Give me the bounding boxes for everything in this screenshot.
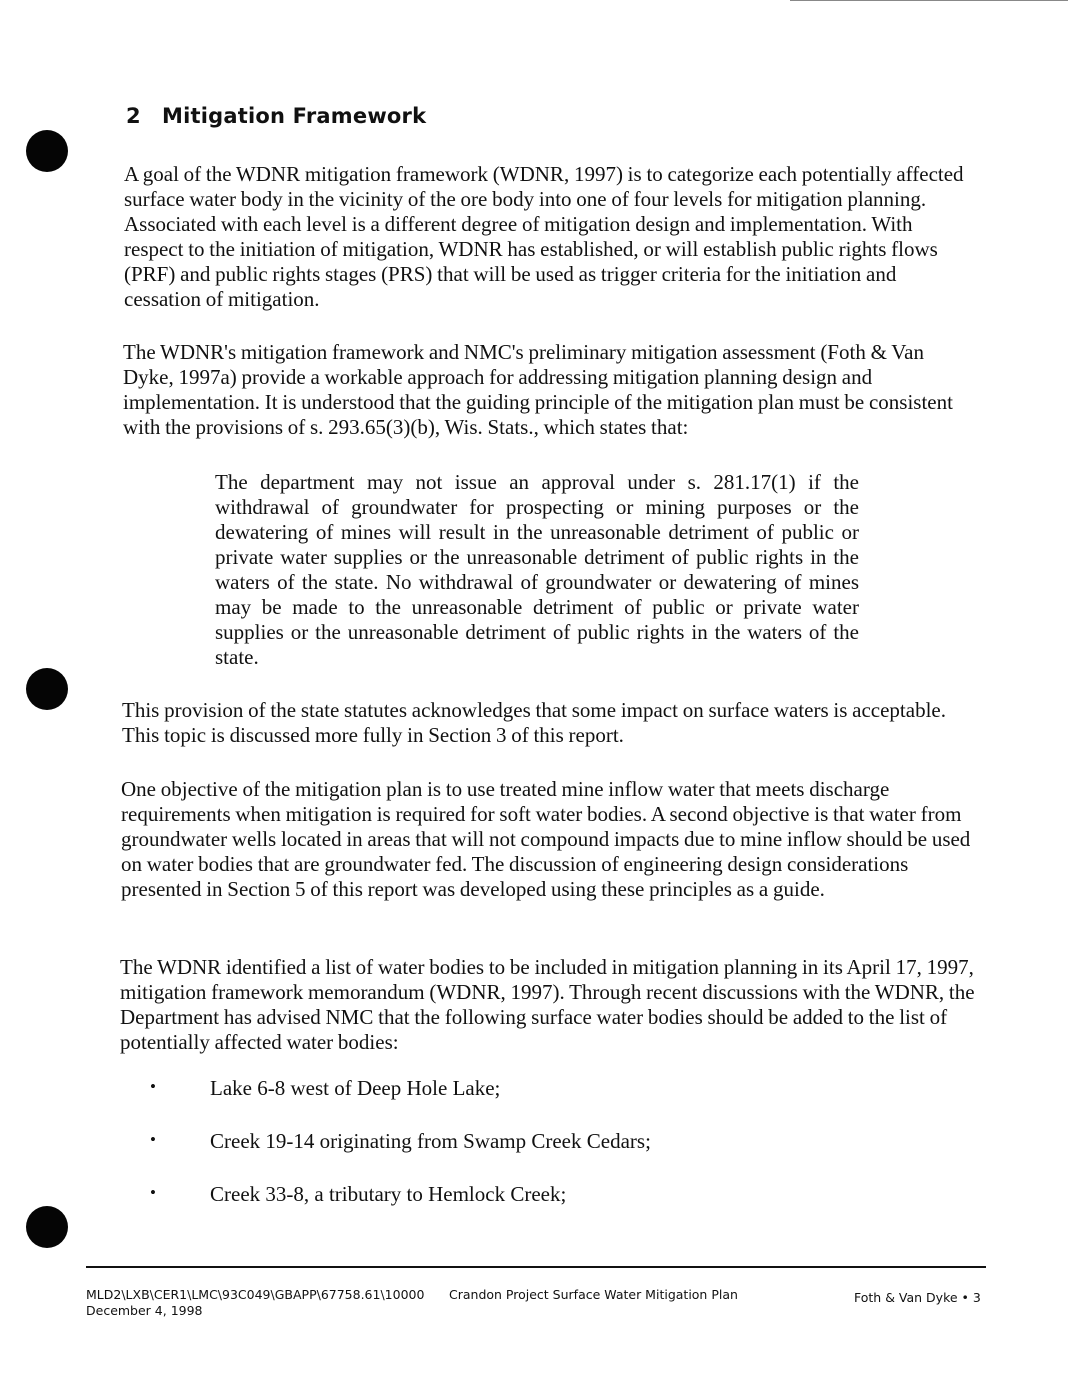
list-item-text: Lake 6-8 west of Deep Hole Lake; <box>210 1076 501 1100</box>
footer-page-number: Foth & Van Dyke • 3 <box>854 1290 981 1305</box>
section-title: Mitigation Framework <box>162 104 427 128</box>
footer-document-title: Crandon Project Surface Water Mitigation Plan <box>449 1287 738 1302</box>
paragraph-goal: A goal of the WDNR mitigation framework (WDNR, 1997) is to categorize each potentially affected surface water body in the vicinity of the ore body into one of four levels for mitigation planning. Associated with each level is a different degree of mitigation design and implementation. With respect to the initiation of mitigation, WDNR has established, or will establish public rights flows (PRF) and public rights stages (PRS) that will be used as trigger criteria for the initiation and cessation of mitigation. <box>124 162 964 311</box>
list-item-text: Creek 33-8, a tributary to Hemlock Creek; <box>210 1182 567 1206</box>
paragraph-provision: This provision of the state statutes acknowledges that some impact on surface waters is acceptable. This topic is discussed more fully in Section 3 of this report. <box>122 698 946 747</box>
footer-date: December 4, 1998 <box>86 1303 203 1318</box>
section-number: 2 <box>126 104 141 128</box>
binder-hole-bottom <box>26 1206 68 1248</box>
footer-divider <box>86 1266 986 1268</box>
paragraph-objectives: One objective of the mitigation plan is to use treated mine inflow water that meets discharge requirements when mitigation is required for soft water bodies. A second objective is that water from groundwater wells located in areas that will not compound impacts due to mine inflow should be used on water bodies that are groundwater fed. The discussion of engineering design considerations presented in Section 5 of this report was developed using these principles as a guide. <box>121 777 971 901</box>
binder-hole-middle <box>26 668 68 710</box>
bullet-icon: • <box>150 1130 156 1149</box>
list-item-text: Creek 19-14 originating from Swamp Creek Cedars; <box>210 1129 651 1153</box>
section-heading <box>126 104 426 128</box>
bullet-icon: • <box>150 1077 156 1096</box>
statute-quote: The department may not issue an approval under s. 281.17(1) if the withdrawal of groundwater for prospecting or mining purposes or the dewatering of mines will result in the unreasonable detriment of public or private water supplies or the unreasonable detriment of public rights in the waters of the state. No withdrawal of groundwater or dewatering of mines may be made to the unreasonable detriment of public or private water supplies or the unreasonable detriment of public rights in the waters of the state. <box>215 470 859 669</box>
paragraph-framework: The WDNR's mitigation framework and NMC's preliminary mitigation assessment (Foth & Van Dyke, 1997a) provide a workable approach for addressing mitigation planning design and implementation. It is understood that the guiding principle of the mitigation plan must be consistent with the provisions of s. 293.65(3)(b), Wis. Stats., which states that: <box>123 340 953 439</box>
top-edge-line <box>790 0 1068 1</box>
binder-hole-top <box>26 130 68 172</box>
bullet-icon: • <box>150 1183 156 1202</box>
footer-file-path: MLD2\LXB\CER1\LMC\93C049\GBAPP\67758.61\10000 <box>86 1287 425 1302</box>
paragraph-water-bodies: The WDNR identified a list of water bodies to be included in mitigation planning in its April 17, 1997, mitigation framework memorandum (WDNR, 1997). Through recent discussions with the WDNR, the Department has advised NMC that the following surface water bodies should be added to the list of potentially affected water bodies: <box>120 955 975 1054</box>
